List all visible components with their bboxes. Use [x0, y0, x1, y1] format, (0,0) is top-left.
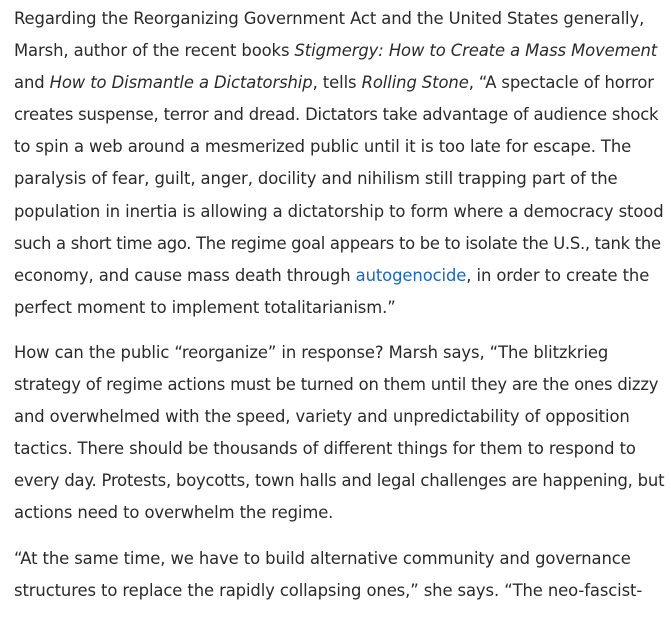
text-run: , tells — [312, 73, 362, 93]
text-run: population in inertia is allowing a dictatorship to form where a democracy stood — [14, 201, 664, 221]
autogenocide-link[interactable]: autogenocide — [355, 265, 467, 285]
text-run: perfect moment to implement totalitarianism.” — [14, 297, 396, 317]
book-title-stigmergy: Stigmergy: How to Create a Mass Movement — [294, 41, 658, 61]
text-line — [14, 35, 664, 67]
paragraph-1 — [14, 3, 664, 324]
text-run: and overwhelmed with the speed, variety and unpredictability of opposition — [14, 407, 630, 427]
text-run: “At the same time, we have to build alternative community and governance — [14, 548, 631, 568]
text-run: actions need to overwhelm the regime. — [14, 503, 334, 523]
text-run: , “A spectacle of horror — [468, 73, 654, 93]
text-line — [14, 465, 664, 497]
text-run: How can the public “reorganize” in response? Marsh says, “The blitzkrieg — [14, 342, 609, 362]
text-run: structures to replace the rapidly collapsing ones,” she says. “The neo-fascist- — [14, 580, 643, 600]
text-line — [14, 131, 664, 163]
article-body — [14, 3, 664, 620]
text-line — [14, 543, 664, 575]
text-run: every day. Protests, boycotts, town halls and legal challenges are happening, but — [14, 471, 665, 491]
text-line — [14, 163, 664, 195]
text-line — [14, 433, 664, 465]
book-title-dismantle: How to Dismantle a Dictatorship — [49, 73, 313, 93]
text-line — [14, 497, 664, 529]
text-line — [14, 99, 664, 131]
paragraph-2 — [14, 337, 664, 530]
text-run: tactics. There should be thousands of different things for them to respond to — [14, 439, 636, 459]
text-run: , in order to create the — [466, 265, 650, 285]
text-run: economy, and cause mass death through — [14, 265, 356, 285]
text-line — [14, 228, 664, 260]
text-line — [14, 292, 664, 324]
text-run: Marsh, author of the recent books — [14, 41, 295, 61]
text-line — [14, 401, 664, 433]
text-line — [14, 337, 664, 369]
text-line — [14, 67, 664, 99]
text-run: such a short time ago. The regime goal appears to be to isolate the U.S., tank the — [14, 233, 661, 253]
text-run: creates suspense, terror and dread. Dictators take advantage of audience shock — [14, 105, 659, 125]
text-run: strategy of regime actions must be turned on them until they are the ones dizzy — [14, 375, 659, 395]
paragraph-3 — [14, 543, 664, 607]
text-line — [14, 3, 664, 35]
text-run: paralysis of fear, guilt, anger, docility and nihilism still trapping part of the — [14, 169, 618, 189]
text-line — [14, 369, 664, 401]
text-line — [14, 575, 664, 607]
text-run: to spin a web around a mesmerized public until it is too late for escape. The — [14, 137, 632, 157]
text-line — [14, 260, 664, 292]
text-run: Regarding the Reorganizing Government Act and the United States generally, — [14, 9, 645, 28]
text-line — [14, 196, 664, 228]
publication-name: Rolling Stone — [361, 73, 469, 93]
text-run: and — [14, 73, 50, 93]
